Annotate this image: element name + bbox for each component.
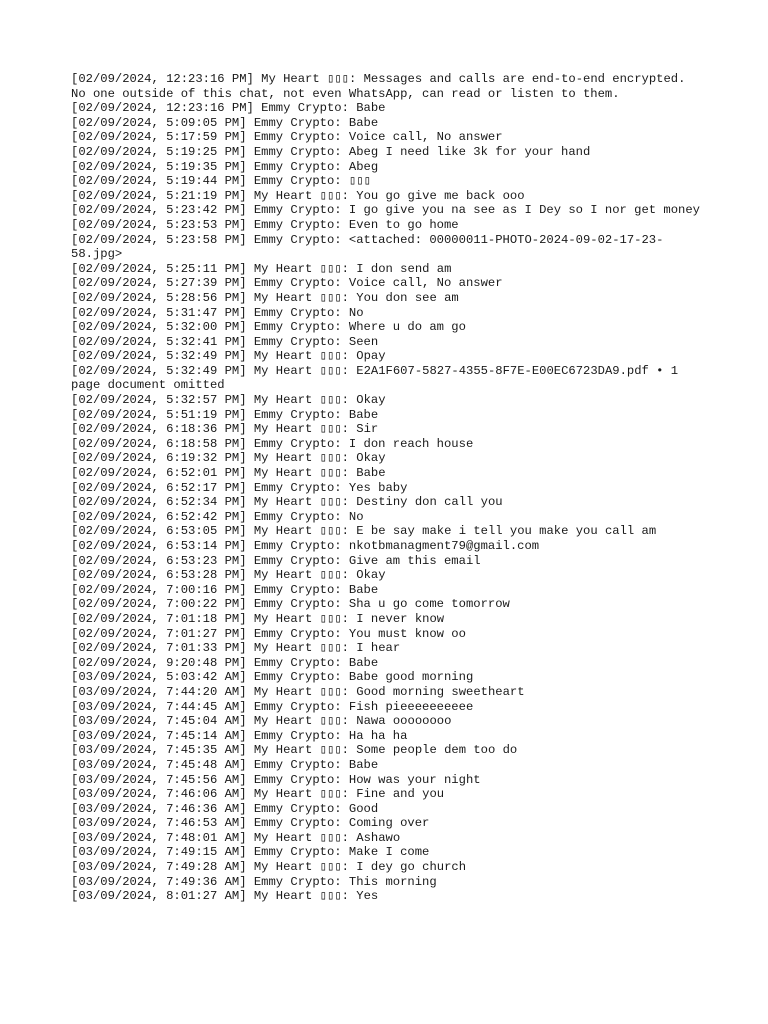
message-line: [03/09/2024, 7:45:04 AM] My Heart ▯▯▯: Nawa oooooooo bbox=[71, 714, 452, 729]
message-line: [02/09/2024, 6:53:05 PM] My Heart ▯▯▯: E be say make i tell you make you call am bbox=[71, 524, 657, 539]
message-line: [02/09/2024, 6:53:14 PM] Emmy Crypto: nkotbmanagment79@gmail.com bbox=[71, 539, 540, 553]
message-line: [03/09/2024, 7:45:14 AM] Emmy Crypto: Ha ha ha bbox=[71, 728, 408, 743]
message-line: [03/09/2024, 7:48:01 AM] My Heart ▯▯▯: Ashawo bbox=[71, 830, 401, 845]
message-line: [02/09/2024, 7:00:16 PM] Emmy Crypto: Babe bbox=[71, 582, 379, 597]
message-line: [02/09/2024, 6:18:58 PM] Emmy Crypto: I don reach house bbox=[71, 436, 474, 451]
message-line: [03/09/2024, 5:03:42 AM] Emmy Crypto: Babe good morning bbox=[71, 670, 474, 685]
chat-transcript bbox=[71, 72, 701, 904]
message-line: [02/09/2024, 5:51:19 PM] Emmy Crypto: Babe bbox=[71, 407, 379, 422]
message-line: [03/09/2024, 8:01:27 AM] My Heart ▯▯▯: Yes bbox=[71, 889, 379, 904]
message-line: [02/09/2024, 6:52:42 PM] Emmy Crypto: No bbox=[71, 509, 364, 524]
message-line: [02/09/2024, 7:01:33 PM] My Heart ▯▯▯: I hear bbox=[71, 641, 401, 656]
message-line: [02/09/2024, 5:28:56 PM] My Heart ▯▯▯: You don see am bbox=[71, 290, 459, 305]
message-line: [02/09/2024, 5:25:11 PM] My Heart ▯▯▯: I don send am bbox=[71, 261, 452, 276]
message-line: [02/09/2024, 6:53:28 PM] My Heart ▯▯▯: Okay bbox=[71, 568, 386, 583]
message-line: [02/09/2024, 7:01:27 PM] Emmy Crypto: You must know oo bbox=[71, 626, 466, 641]
message-line: [03/09/2024, 7:44:45 AM] Emmy Crypto: Fish pieeeeeeeeee bbox=[71, 699, 474, 714]
message-line: [02/09/2024, 5:32:49 PM] My Heart ▯▯▯: Opay bbox=[71, 349, 386, 364]
message-line: [02/09/2024, 5:32:49 PM] My Heart ▯▯▯: E2A1F607-5827-4355-8F7E-E00EC6723DA9.pdf • 1 page document omitted bbox=[71, 363, 686, 393]
message-line: [02/09/2024, 6:18:36 PM] My Heart ▯▯▯: Sir bbox=[71, 422, 379, 437]
message-line: [02/09/2024, 5:32:41 PM] Emmy Crypto: Seen bbox=[71, 334, 379, 349]
message-line: [02/09/2024, 5:32:00 PM] Emmy Crypto: Where u do am go bbox=[71, 320, 466, 335]
message-line: [02/09/2024, 6:52:01 PM] My Heart ▯▯▯: Babe bbox=[71, 466, 386, 481]
message-line: [02/09/2024, 6:19:32 PM] My Heart ▯▯▯: Okay bbox=[71, 451, 386, 466]
message-line: [02/09/2024, 5:19:44 PM] Emmy Crypto: ▯▯▯ bbox=[71, 174, 371, 189]
message-line: [02/09/2024, 6:53:23 PM] Emmy Crypto: Give am this email bbox=[71, 553, 481, 568]
message-line: [02/09/2024, 5:19:25 PM] Emmy Crypto: Abeg I need like 3k for your hand bbox=[71, 144, 591, 159]
message-line: [02/09/2024, 12:23:16 PM] Emmy Crypto: Babe bbox=[71, 101, 386, 116]
message-line: [02/09/2024, 5:19:35 PM] Emmy Crypto: Abeg bbox=[71, 159, 379, 174]
message-line: [02/09/2024, 5:31:47 PM] Emmy Crypto: No bbox=[71, 305, 364, 320]
message-line: [02/09/2024, 5:17:59 PM] Emmy Crypto: Voice call, No answer bbox=[71, 130, 503, 145]
message-line: [02/09/2024, 6:52:34 PM] My Heart ▯▯▯: Destiny don call you bbox=[71, 495, 503, 510]
message-line: [03/09/2024, 7:49:36 AM] Emmy Crypto: This morning bbox=[71, 874, 437, 889]
message-line: [02/09/2024, 7:00:22 PM] Emmy Crypto: Sha u go come tomorrow bbox=[71, 597, 510, 612]
message-line: [03/09/2024, 7:46:53 AM] Emmy Crypto: Coming over bbox=[71, 816, 430, 831]
message-line: [02/09/2024, 5:32:57 PM] My Heart ▯▯▯: Okay bbox=[71, 393, 386, 408]
message-line: [03/09/2024, 7:45:56 AM] Emmy Crypto: How was your night bbox=[71, 772, 481, 787]
message-line: [03/09/2024, 7:46:36 AM] Emmy Crypto: Good bbox=[71, 801, 379, 816]
message-line: [02/09/2024, 5:23:58 PM] Emmy Crypto: <attached: 00000011-PHOTO-2024-09-02-17-23-58.jpg> bbox=[71, 232, 664, 262]
message-line: [03/09/2024, 7:44:20 AM] My Heart ▯▯▯: Good morning sweetheart bbox=[71, 684, 525, 699]
message-line: [02/09/2024, 6:52:17 PM] Emmy Crypto: Yes baby bbox=[71, 480, 408, 495]
message-line: [02/09/2024, 7:01:18 PM] My Heart ▯▯▯: I never know bbox=[71, 611, 445, 626]
message-line: [03/09/2024, 7:46:06 AM] My Heart ▯▯▯: Fine and you bbox=[71, 787, 445, 802]
message-line: [02/09/2024, 12:23:16 PM] My Heart ▯▯▯: Messages and calls are end-to-end encrypted. No one outside of this chat, not even WhatsApp, can read or listen to them. bbox=[71, 72, 693, 101]
message-line: [03/09/2024, 7:49:28 AM] My Heart ▯▯▯: I dey go church bbox=[71, 860, 467, 875]
message-line: [02/09/2024, 5:09:05 PM] Emmy Crypto: Babe bbox=[71, 115, 379, 130]
message-line: [02/09/2024, 5:27:39 PM] Emmy Crypto: Voice call, No answer bbox=[71, 276, 503, 291]
message-line: [02/09/2024, 9:20:48 PM] Emmy Crypto: Babe bbox=[71, 655, 379, 670]
message-line: [03/09/2024, 7:49:15 AM] Emmy Crypto: Make I come bbox=[71, 845, 430, 860]
message-line: [02/09/2024, 5:23:42 PM] Emmy Crypto: I go give you na see as I Dey so I nor get money bbox=[71, 203, 700, 218]
message-line: [02/09/2024, 5:23:53 PM] Emmy Crypto: Even to go home bbox=[71, 217, 459, 232]
message-line: [03/09/2024, 7:45:48 AM] Emmy Crypto: Babe bbox=[71, 757, 379, 772]
message-line: [03/09/2024, 7:45:35 AM] My Heart ▯▯▯: Some people dem too do bbox=[71, 743, 518, 758]
message-line: [02/09/2024, 5:21:19 PM] My Heart ▯▯▯: You go give me back ooo bbox=[71, 188, 525, 203]
